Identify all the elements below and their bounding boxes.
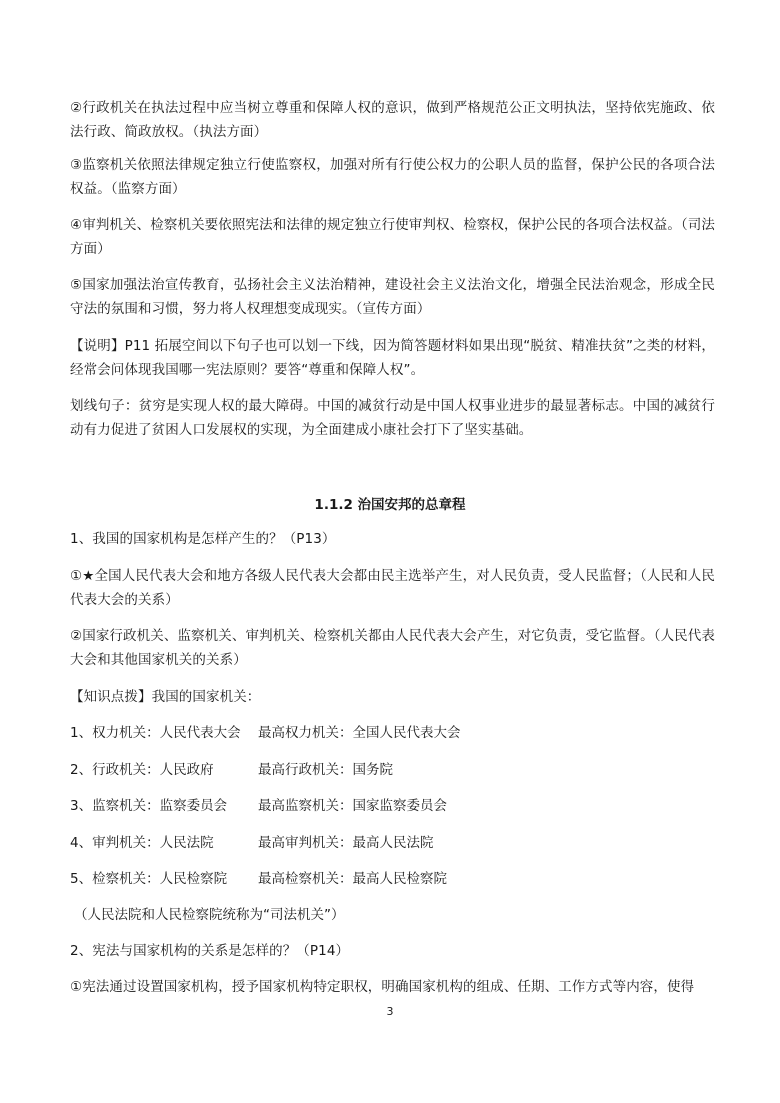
question-1: 1、我国的国家机构是怎样产生的？（P13）	[70, 531, 336, 547]
organ-highest: 最高行政机关：国务院	[258, 762, 393, 778]
organ-highest: 最高检察机关：最高人民检察院	[258, 871, 447, 887]
organ-type: 5、检察机关：人民检察院	[70, 871, 228, 887]
question-2: 2、宪法与国家机构的关系是怎样的？（P14）	[70, 943, 350, 959]
answer-1-2: ②国家行政机关、监察机关、审判机关、检察机关都由人民代表大会产生，对它负责，受它监督。（人民代表大会和其他国家机关的关系）	[70, 628, 715, 668]
organ-type: 2、行政机关：人民政府	[70, 762, 214, 778]
paragraph-publicity: ⑤国家加强法治宣传教育，弘扬社会主义法治精神，建设社会主义法治文化，增强全民法治观念，形成全民守法的氛围和习惯，努力将人权理想变成现实。（宣传方面）	[70, 277, 715, 317]
paragraph-enforcement: ②行政机关在执法过程中应当树立尊重和保障人权的意识，做到严格规范公正文明执法，坚持依宪施政、依法行政、简政放权。（执法方面）	[70, 100, 715, 140]
organ-row	[70, 831, 715, 855]
page-number: 3	[386, 1005, 394, 1018]
organ-highest: 最高审判机关：最高人民法院	[258, 835, 434, 851]
organ-row	[70, 867, 715, 891]
answer-1-1: ①★全国人民代表大会和地方各级人民代表大会都由民主选举产生，对人民负责，受人民监督；（人民和人民代表大会的关系）	[70, 568, 715, 608]
section-title: 1.1.2 治国安邦的总章程	[314, 497, 466, 513]
paragraph-note: 【说明】P11 拓展空间以下句子也可以划一下线，因为简答题材料如果出现“脱贫、精准扶贫”之类的材料，经常会问体现我国哪一宪法原则？要答“尊重和保障人权”。	[70, 338, 715, 378]
organ-highest: 最高监察机关：国家监察委员会	[258, 798, 447, 814]
answer-2-start: ①宪法通过设置国家机构，授予国家机构特定职权，明确国家机构的组成、任期、工作方式等内容，使得	[70, 979, 695, 995]
paragraph-underline-sentences: 划线句子：贫穷是实现人权的最大障碍。中国的减贫行动是中国人权事业进步的最显著标志。中国的减贫行动有力促进了贫困人口发展权的实现，为全面建成小康社会打下了坚实基础。	[70, 398, 715, 438]
knowledge-title: 【知识点拨】我国的国家机关：	[70, 689, 261, 705]
organs-note: （人民法院和人民检察院统称为“司法机关”）	[74, 907, 345, 923]
paragraph-judicial: ④审判机关、检察机关要依照宪法和法律的规定独立行使审判权、检察权，保护公民的各项合法权益。（司法方面）	[70, 217, 715, 257]
organ-type: 4、审判机关：人民法院	[70, 835, 214, 851]
organ-row	[70, 758, 715, 782]
paragraph-supervision: ③监察机关依照法律规定独立行使监察权，加强对所有行使公权力的公职人员的监督，保护公民的各项合法权益。（监察方面）	[70, 157, 715, 197]
organ-row	[70, 721, 715, 745]
organ-type: 3、监察机关：监察委员会	[70, 798, 228, 814]
organ-row	[70, 794, 715, 818]
organ-type: 1、权力机关：人民代表大会	[70, 725, 241, 741]
organ-highest: 最高权力机关：全国人民代表大会	[258, 725, 461, 741]
